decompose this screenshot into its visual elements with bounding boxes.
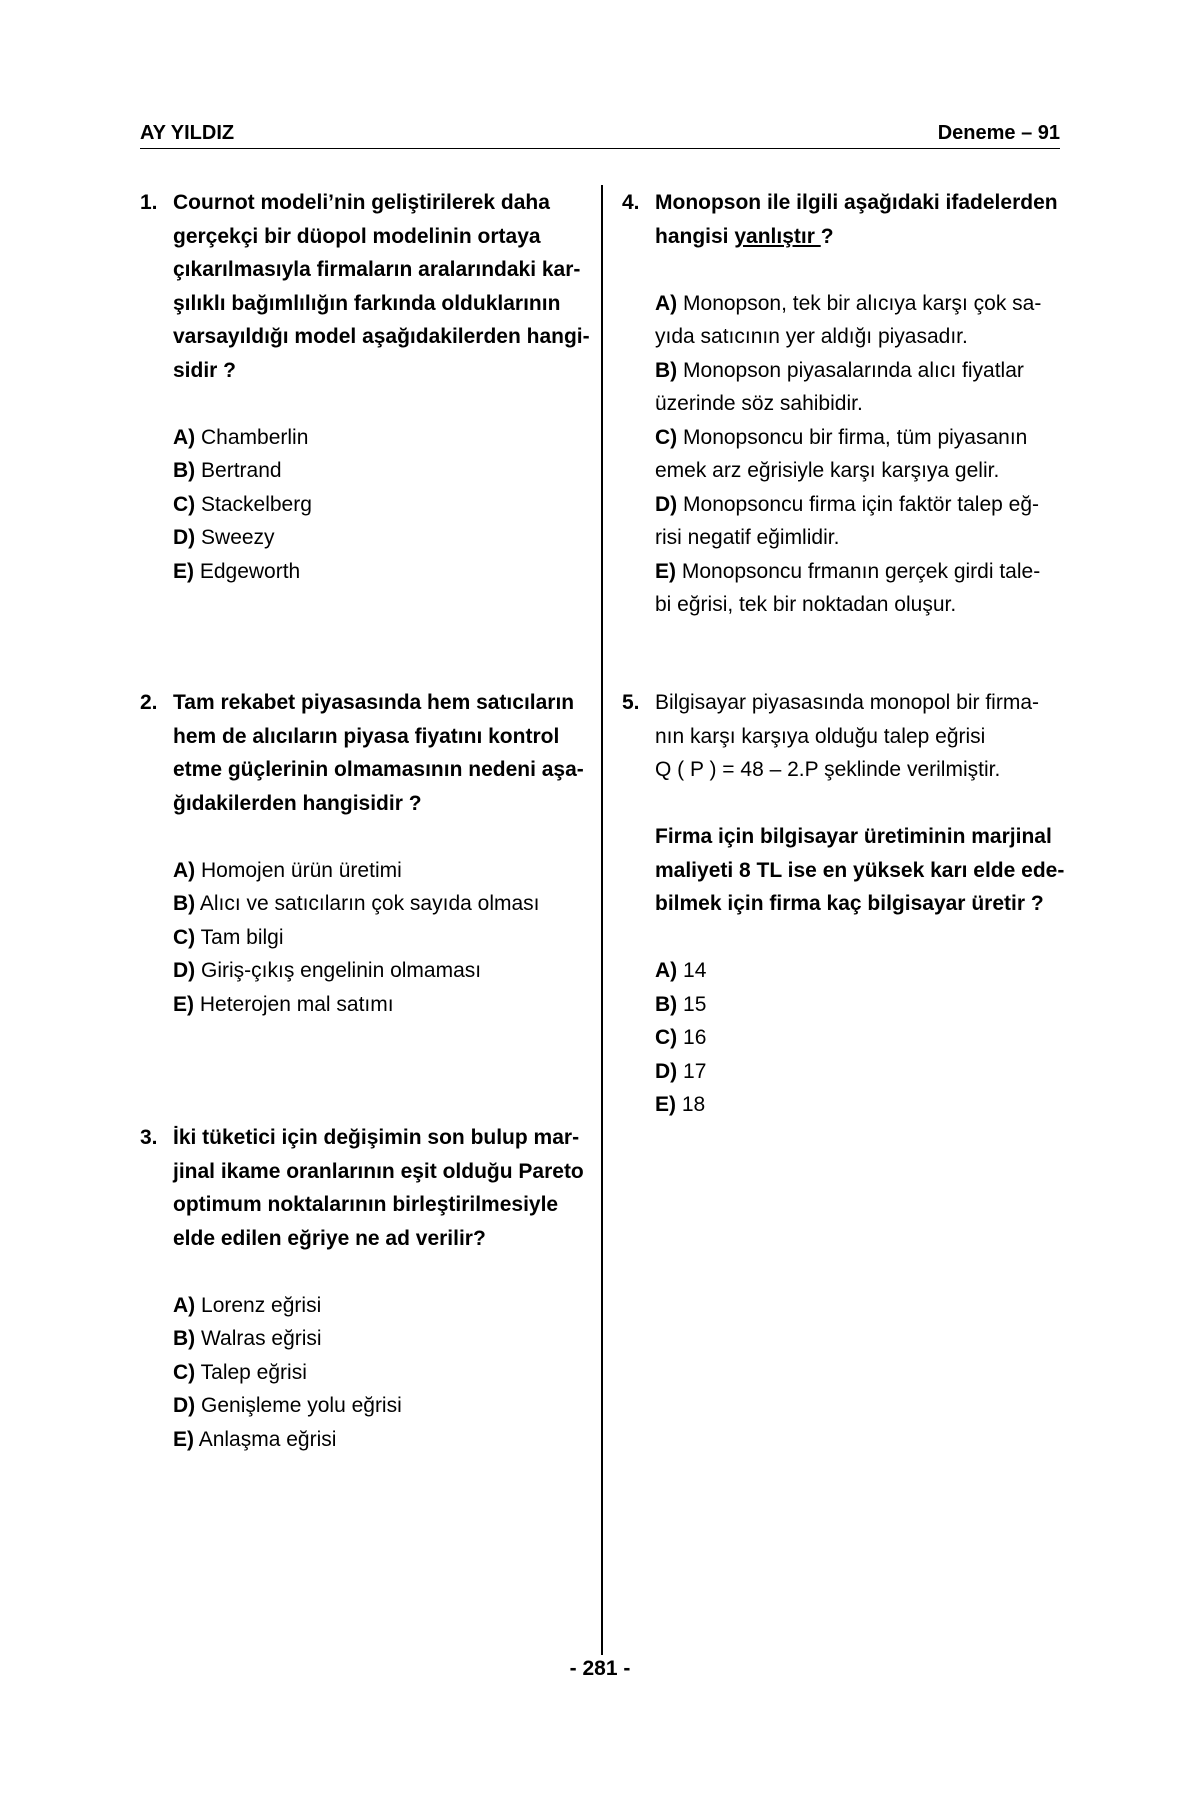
option-e[interactable] — [655, 555, 1058, 622]
option-text: 18 — [681, 1093, 706, 1116]
option-c[interactable] — [655, 421, 1058, 488]
question-stem-line — [655, 220, 1058, 254]
option-b[interactable] — [173, 887, 584, 921]
question-number: 1. — [140, 191, 158, 214]
option-d[interactable] — [655, 1055, 1064, 1089]
option-e[interactable] — [655, 1088, 1064, 1122]
option-text: 17 — [683, 1059, 707, 1083]
option-letter: C) — [655, 425, 678, 449]
option-e[interactable] — [173, 1423, 584, 1457]
page-number: - 281 - — [569, 1657, 631, 1680]
option-letter: A) — [173, 1293, 196, 1317]
option-text: 14 — [683, 959, 707, 982]
question-number: 2. — [140, 691, 158, 714]
option-text: Tam bilgi — [200, 925, 284, 949]
demand-equation: Q ( P ) = 48 – 2.P şeklinde verilmiştir. — [655, 758, 1001, 781]
question-stem-line: hem de alıcıların piyasa fiyatını kontrol — [173, 724, 560, 748]
question-intro-line: nın karşı karşıya olduğu talep eğrisi — [655, 724, 986, 748]
question-number: 4. — [622, 191, 640, 214]
option-letter: B) — [655, 358, 678, 382]
column-divider — [601, 185, 603, 1655]
option-a[interactable] — [173, 854, 584, 888]
option-text: 15 — [683, 992, 707, 1016]
question-body — [655, 186, 1058, 622]
option-text: risi negatif eğimlidir. — [655, 526, 840, 549]
question-stem-line: elde edilen eğriye ne ad verilir? — [173, 1226, 486, 1250]
option-letter: E) — [655, 559, 676, 583]
option-letter: E) — [173, 992, 194, 1016]
question-stem-line: şılıklı bağımlılığın farkında olduklarının — [173, 291, 561, 315]
option-letter: E) — [655, 1093, 676, 1116]
option-letter: B) — [655, 992, 678, 1016]
answer-options — [173, 421, 590, 589]
stem-emphasis: yanlıştır — [734, 224, 821, 248]
option-letter: D) — [173, 1394, 196, 1417]
option-e[interactable] — [173, 555, 590, 589]
option-a[interactable] — [655, 954, 1064, 988]
answer-options — [173, 854, 584, 1022]
question-stem-line: Tam rekabet piyasasında hem satıcıların — [173, 691, 575, 714]
option-letter: C) — [173, 1360, 196, 1384]
question-body — [655, 686, 1064, 1122]
question-number: 3. — [140, 1126, 158, 1149]
question-stem-line: optimum noktalarının birleştirilmesiyle — [173, 1193, 559, 1216]
answer-options — [173, 1289, 584, 1457]
option-letter: C) — [655, 1026, 678, 1049]
option-letter: E) — [173, 1427, 194, 1451]
question-stem-line: bilmek için firma kaç bilgisayar üretir ? — [655, 892, 1044, 915]
option-text: Talep eğrisi — [200, 1360, 307, 1384]
option-text: 16 — [683, 1026, 707, 1049]
option-letter: B) — [173, 892, 196, 915]
stem-suffix: ? — [820, 224, 834, 248]
option-letter: E) — [173, 559, 194, 583]
option-text: Giriş-çıkış engelinin olmaması — [201, 959, 482, 982]
question-body — [173, 186, 590, 588]
question-intro-line: Bilgisayar piyasasında monopol bir firma- — [655, 691, 1039, 714]
option-letter: C) — [173, 492, 196, 516]
author-name: AY YILDIZ — [140, 122, 235, 144]
question-stem-line: varsayıldığı model aşağıdakilerden hangi- — [173, 325, 590, 348]
question-stem-line: sidir ? — [173, 358, 237, 382]
option-d[interactable] — [173, 954, 584, 988]
option-text: Edgeworth — [199, 559, 301, 583]
question-body — [173, 686, 584, 1021]
option-c[interactable] — [173, 488, 590, 522]
option-letter: D) — [655, 492, 678, 516]
option-text: Heterojen mal satımı — [199, 992, 394, 1016]
option-letter: D) — [655, 1059, 678, 1083]
exam-title: Deneme – 91 — [937, 122, 1060, 144]
option-b[interactable] — [173, 454, 590, 488]
option-text: Alıcı ve satıcıların çok sayıda olması — [199, 892, 540, 915]
option-text: Bertrand — [201, 459, 282, 482]
option-d[interactable] — [173, 521, 590, 555]
option-text: Monopsoncu bir firma, tüm piyasanın — [683, 425, 1028, 449]
option-a[interactable] — [173, 421, 590, 455]
question-stem-line: maliyeti 8 TL ise en yüksek karı elde ede- — [655, 858, 1065, 882]
option-text: Lorenz eğrisi — [201, 1293, 322, 1317]
option-text: Walras eğrisi — [201, 1327, 322, 1350]
option-text: Chamberlin — [201, 425, 309, 449]
option-text: Monopson piyasalarında alıcı fiyatlar — [683, 358, 1024, 382]
option-text: Homojen ürün üretimi — [201, 858, 402, 882]
option-a[interactable] — [173, 1289, 584, 1323]
option-b[interactable] — [655, 354, 1058, 421]
option-a[interactable] — [655, 287, 1058, 354]
question-stem-line: Monopson ile ilgili aşağıdaki ifadelerden — [655, 191, 1058, 214]
question-stem-line: çıkarılmasıyla firmaların aralarındaki kar- — [173, 258, 581, 281]
option-text: Genişleme yolu eğrisi — [201, 1394, 402, 1417]
option-letter: D) — [173, 526, 196, 549]
option-d[interactable] — [655, 488, 1058, 555]
option-text: Monopsoncu firma için faktör talep eğ- — [683, 492, 1040, 516]
option-c[interactable] — [655, 1021, 1064, 1055]
question-stem-line: jinal ikame oranlarının eşit olduğu Pareto — [173, 1159, 584, 1183]
question-body — [173, 1121, 584, 1456]
option-e[interactable] — [173, 988, 584, 1022]
question-stem-line: ğıdakilerden hangisidir ? — [173, 791, 422, 815]
option-letter: C) — [173, 925, 196, 949]
option-text: bi eğrisi, tek bir noktadan oluşur. — [655, 593, 957, 616]
option-text: üzerinde söz sahibidir. — [655, 392, 863, 415]
option-text: Monopsoncu frmanın gerçek girdi tale- — [681, 559, 1041, 583]
option-text: emek arz eğrisiyle karşı karşıya gelir. — [655, 459, 1000, 482]
question-stem-line: etme güçlerinin olmamasının nedeni aşa- — [173, 758, 584, 781]
question-stem-line: İki tüketici için değişimin son bulup mar- — [173, 1126, 580, 1149]
option-text: Sweezy — [201, 526, 275, 549]
option-b[interactable] — [655, 988, 1064, 1022]
question-number: 5. — [622, 691, 640, 714]
option-letter: B) — [173, 459, 196, 482]
option-letter: A) — [173, 425, 196, 449]
answer-options — [655, 287, 1058, 622]
question-stem-line: gerçekçi bir düopol modelinin ortaya — [173, 224, 541, 248]
option-letter: B) — [173, 1327, 196, 1350]
option-text: yıda satıcının yer aldığı piyasadır. — [655, 325, 968, 348]
option-c[interactable] — [173, 1356, 584, 1390]
option-d[interactable] — [173, 1389, 584, 1423]
option-letter: A) — [655, 291, 678, 315]
stem-prefix: hangisi — [655, 224, 735, 248]
option-letter: D) — [173, 959, 196, 982]
option-text: Anlaşma eğrisi — [198, 1427, 337, 1451]
option-text: Monopson, tek bir alıcıya karşı çok sa- — [683, 291, 1042, 315]
answer-options — [655, 954, 1064, 1122]
option-text: Stackelberg — [201, 492, 312, 516]
option-letter: A) — [655, 959, 678, 982]
question-stem-line: Cournot modeli’nin geliştirilerek daha — [173, 191, 550, 214]
question-stem-line: Firma için bilgisayar üretiminin marjinal — [655, 825, 1052, 848]
option-letter: A) — [173, 858, 196, 882]
page-header — [140, 118, 1060, 149]
option-c[interactable] — [173, 921, 584, 955]
option-b[interactable] — [173, 1322, 584, 1356]
